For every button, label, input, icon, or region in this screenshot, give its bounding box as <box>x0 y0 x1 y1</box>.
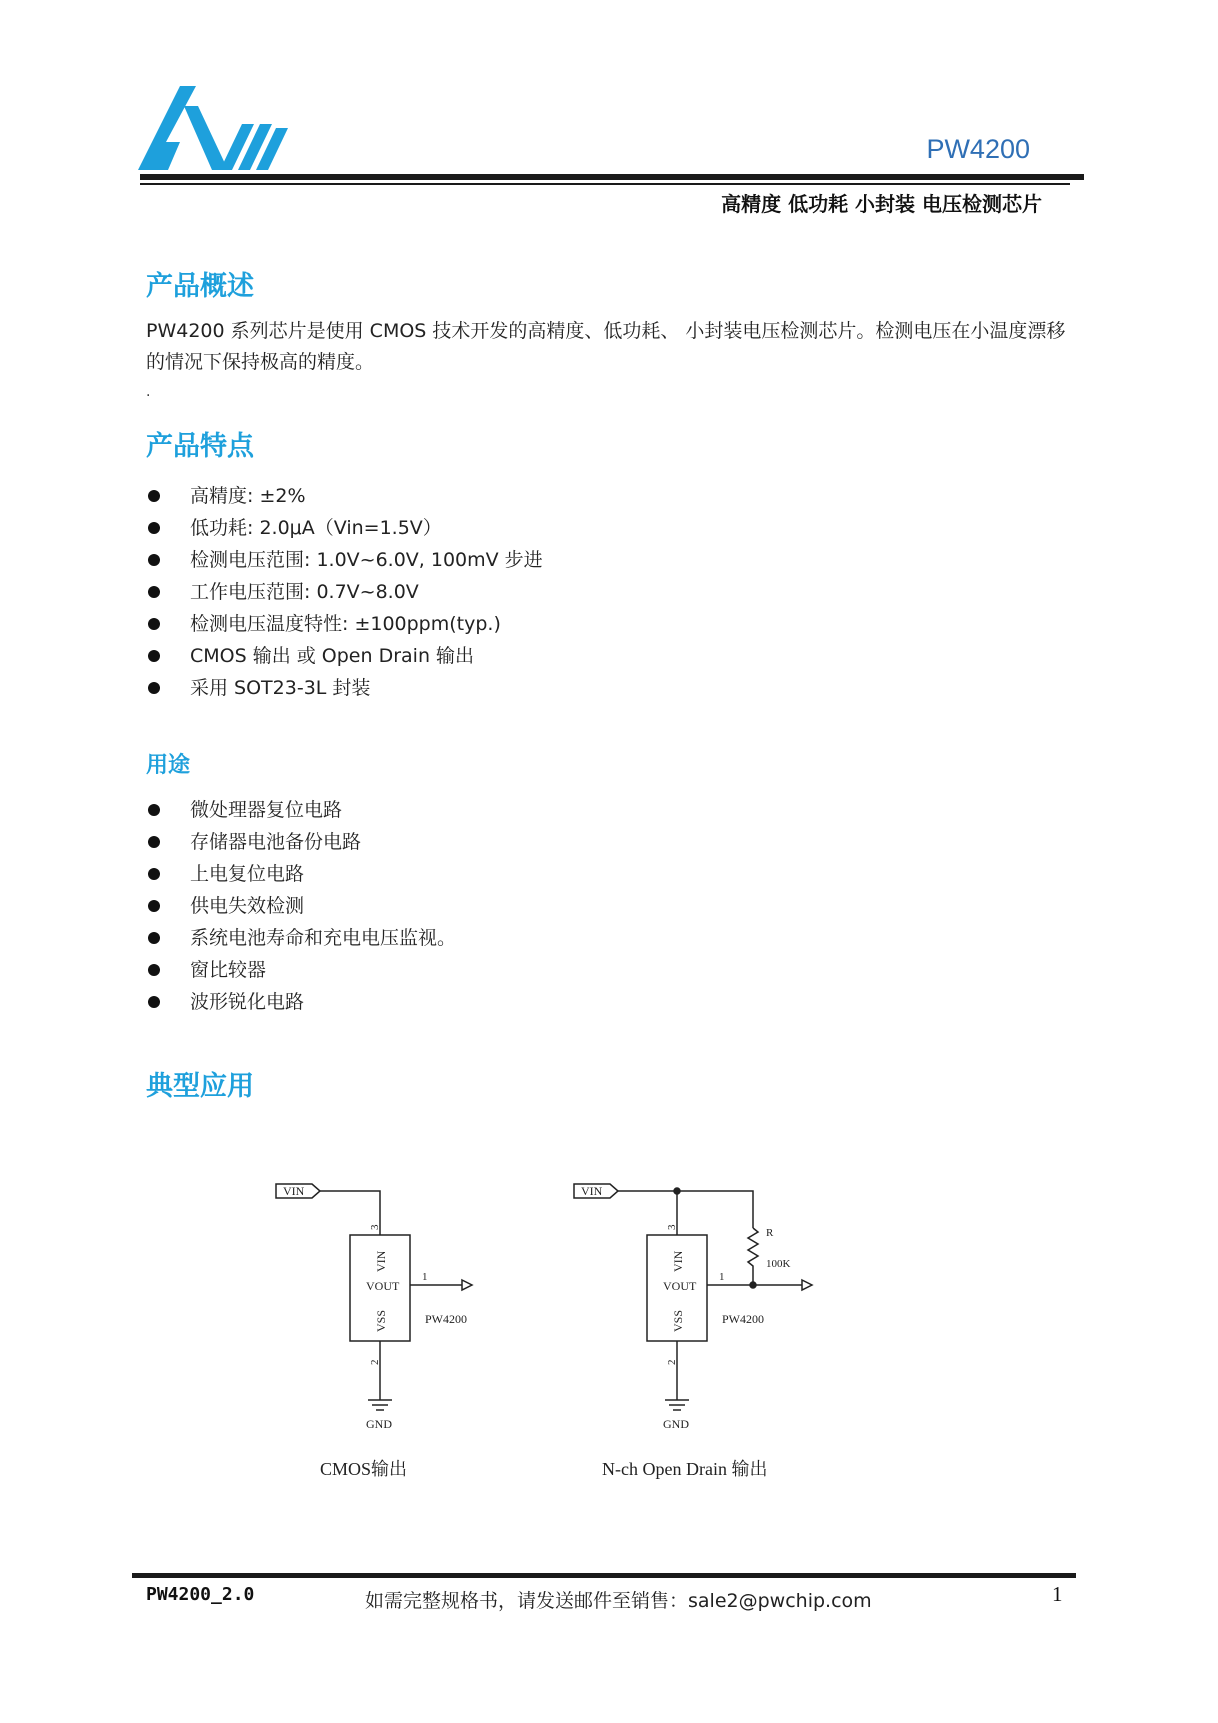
bullet-icon <box>148 522 160 534</box>
part-label-left: PW4200 <box>425 1312 467 1326</box>
header-rule-thin <box>140 183 1070 185</box>
bullet-icon <box>148 964 160 976</box>
vin-port-label: VIN <box>581 1184 603 1198</box>
open-drain-schematic <box>574 1184 812 1431</box>
list-item: 波形锐化电路 <box>146 986 456 1018</box>
bullet-icon <box>148 650 160 662</box>
gnd-label-right: GND <box>663 1417 689 1431</box>
bullet-icon <box>148 996 160 1008</box>
junction-dot <box>750 1282 756 1288</box>
bullet-icon <box>148 490 160 502</box>
contact-text: 如需完整规格书，请发送邮件至销售：sale2@pwchip.com <box>365 1590 872 1612</box>
model-number: PW4200 <box>926 134 1030 164</box>
pin3-label: 3 <box>369 1224 381 1230</box>
bullet-icon <box>148 586 160 598</box>
list-item: 检测电压温度特性: ±100ppm(typ.) <box>146 608 543 640</box>
applications-list <box>146 794 456 1018</box>
output-arrow-right <box>802 1280 812 1290</box>
list-item: 工作电压范围: 0.7V~8.0V <box>146 576 543 608</box>
typical-heading: 典型应用 <box>146 1071 254 1102</box>
vin-wire-right <box>618 1191 753 1228</box>
vin-pin-label: VIN <box>374 1250 388 1272</box>
list-item: 窗比较器 <box>146 954 456 986</box>
bullet-icon <box>148 554 160 566</box>
company-logo <box>138 86 288 174</box>
list-item: 上电复位电路 <box>146 858 456 890</box>
vout-pin-label: VOUT <box>366 1279 400 1293</box>
resistor-value: 100K <box>766 1258 791 1270</box>
features-list <box>146 480 543 704</box>
cmos-schematic <box>276 1184 472 1431</box>
features-heading: 产品特点 <box>146 431 254 462</box>
list-item: 存储器电池备份电路 <box>146 826 456 858</box>
bullet-icon <box>148 804 160 816</box>
bullet-icon <box>148 932 160 944</box>
overview-text: PW4200 系列芯片是使用 CMOS 技术开发的高精度、低功耗、 小封装电压检测芯片。检测电压在小温度漂移的情况下保持极高的精度。 <box>146 320 1066 373</box>
bullet-icon <box>148 900 160 912</box>
list-item: 高精度: ±2% <box>146 480 543 512</box>
list-item: 微处理器复位电路 <box>146 794 456 826</box>
pin2-label: 2 <box>666 1359 678 1365</box>
bullet-icon <box>148 682 160 694</box>
page-number: 1 <box>1052 1582 1063 1606</box>
bullet-icon <box>148 836 160 848</box>
vout-pin-label: VOUT <box>663 1279 697 1293</box>
vss-pin-label: VSS <box>671 1309 685 1332</box>
cmos-caption: CMOS输出 <box>320 1459 408 1479</box>
pin2-label: 2 <box>369 1359 381 1365</box>
list-item: 系统电池寿命和充电电压监视。 <box>146 922 456 954</box>
vin-port-label: VIN <box>283 1184 305 1198</box>
bullet-icon <box>148 618 160 630</box>
list-item: 采用 SOT23-3L 封装 <box>146 672 543 704</box>
output-arrow-left <box>462 1280 472 1290</box>
pin1-label: 1 <box>422 1271 428 1283</box>
product-tagline: 高精度 低功耗 小封装 电压检测芯片 <box>721 192 1042 216</box>
resistor-icon <box>748 1228 758 1285</box>
header-rule <box>140 174 1084 180</box>
applications-heading: 用途 <box>146 753 191 778</box>
document-version: PW4200_2.0 <box>146 1584 255 1605</box>
junction-dot <box>674 1188 680 1194</box>
typical-application-schematics <box>0 1160 1218 1490</box>
gnd-label-left: GND <box>366 1417 392 1431</box>
list-item: 检测电压范围: 1.0V~6.0V, 100mV 步进 <box>146 544 543 576</box>
list-item: CMOS 输出 或 Open Drain 输出 <box>146 640 543 672</box>
bullet-icon <box>148 868 160 880</box>
footer-rule <box>132 1573 1076 1578</box>
vin-pin-label: VIN <box>671 1250 685 1272</box>
vss-pin-label: VSS <box>374 1309 388 1332</box>
pin1-label: 1 <box>719 1271 725 1283</box>
part-label-right: PW4200 <box>722 1312 764 1326</box>
resistor-label: R <box>766 1227 774 1239</box>
open-drain-caption: N-ch Open Drain 输出 <box>602 1459 768 1479</box>
list-item: 低功耗: 2.0μA（Vin=1.5V） <box>146 512 543 544</box>
overview-heading: 产品概述 <box>146 271 254 302</box>
overview-dot: . <box>146 384 151 400</box>
pin3-label: 3 <box>666 1224 678 1230</box>
list-item: 供电失效检测 <box>146 890 456 922</box>
